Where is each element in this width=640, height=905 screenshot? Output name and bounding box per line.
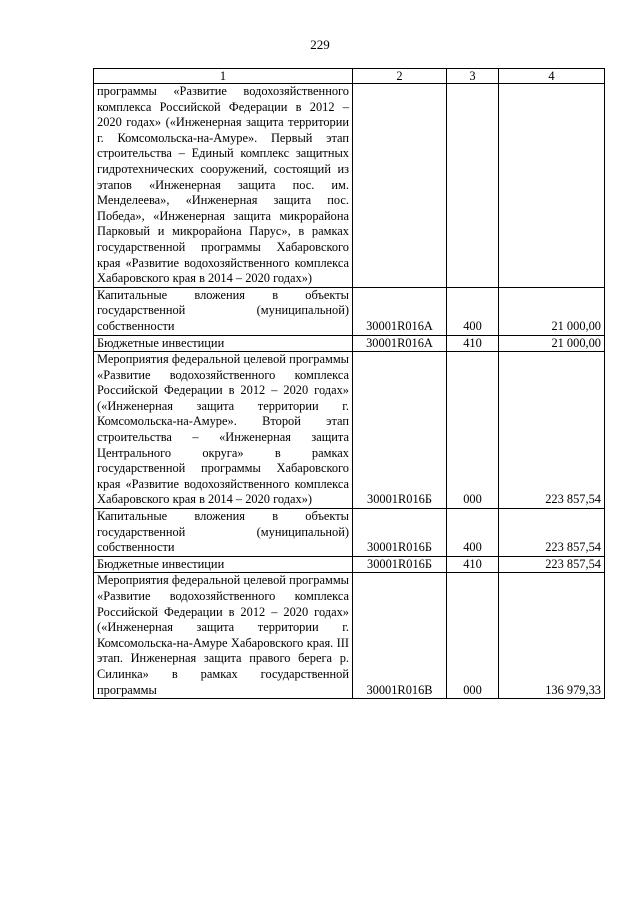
row-type: 410 [447, 556, 499, 573]
column-header-1: 1 [94, 69, 353, 84]
table-row [94, 573, 605, 699]
row-description: Капитальные вложения в объекты государственной (муниципальной) собственности [94, 509, 353, 557]
row-type: 000 [447, 573, 499, 699]
table-row [94, 509, 605, 557]
table-header-row [94, 69, 605, 84]
row-code [353, 84, 447, 288]
row-description: Капитальные вложения в объекты государственной (муниципальной) собственности [94, 287, 353, 335]
row-amount: 223 857,54 [499, 352, 605, 509]
budget-table [93, 68, 605, 699]
row-type: 400 [447, 287, 499, 335]
row-code: 30001R016А [353, 335, 447, 352]
table-row [94, 352, 605, 509]
row-description: Бюджетные инвестиции [94, 556, 353, 573]
row-description: Мероприятия федеральной целевой программы «Развитие водохозяйственного комплекса Российской Федерации в 2012 – 2020 годах» («Инженерная защита территории г. Комсомольска-на-Амуре Хабаровского края. III этап. Инженерная защита правого берега р. Силинка» в рамках государственной программы [94, 573, 353, 699]
row-amount [499, 84, 605, 288]
column-header-2: 2 [353, 69, 447, 84]
column-header-3: 3 [447, 69, 499, 84]
row-code: 30001R016Б [353, 556, 447, 573]
table-row [94, 556, 605, 573]
table-row [94, 335, 605, 352]
row-code: 30001R016В [353, 573, 447, 699]
row-code: 30001R016Б [353, 352, 447, 509]
row-amount: 21 000,00 [499, 335, 605, 352]
row-amount: 223 857,54 [499, 556, 605, 573]
row-description: Мероприятия федеральной целевой программы «Развитие водохозяйственного комплекса Российской Федерации в 2012 – 2020 годах» («Инженерная защита территории г. Комсомольска-на-Амуре». Второй этап строительства – «Инженерная защита Центрального округа» в рамках государственной программы Хабаровского края «Развитие водохозяйственного комплекса Хабаровского края в 2014 – 2020 годах») [94, 352, 353, 509]
page-number: 229 [310, 37, 330, 52]
table-row [94, 287, 605, 335]
row-amount: 223 857,54 [499, 509, 605, 557]
row-amount: 21 000,00 [499, 287, 605, 335]
row-description: Бюджетные инвестиции [94, 335, 353, 352]
row-code: 30001R016Б [353, 509, 447, 557]
row-type: 410 [447, 335, 499, 352]
row-type: 400 [447, 509, 499, 557]
column-header-4: 4 [499, 69, 605, 84]
row-code: 30001R016А [353, 287, 447, 335]
row-type [447, 84, 499, 288]
row-description: программы «Развитие водохозяйственного комплекса Российской Федерации в 2012 – 2020 годах» («Инженерная защита территории г. Комсомольска-на-Амуре». Первый этап строительства – Единый комплекс защитных гидротехнических сооружений, состоящий из этапов «Инженерная защита пос. им. Менделеева», «Инженерная защита пос. Победа», «Инженерная защита микрорайона Парковый и микрорайона Парус», в рамках государственной программы Хабаровского края «Развитие водохозяйственного комплекса Хабаровского края в 2014 – 2020 годах») [94, 84, 353, 288]
table-row [94, 84, 605, 288]
row-amount: 136 979,33 [499, 573, 605, 699]
row-type: 000 [447, 352, 499, 509]
